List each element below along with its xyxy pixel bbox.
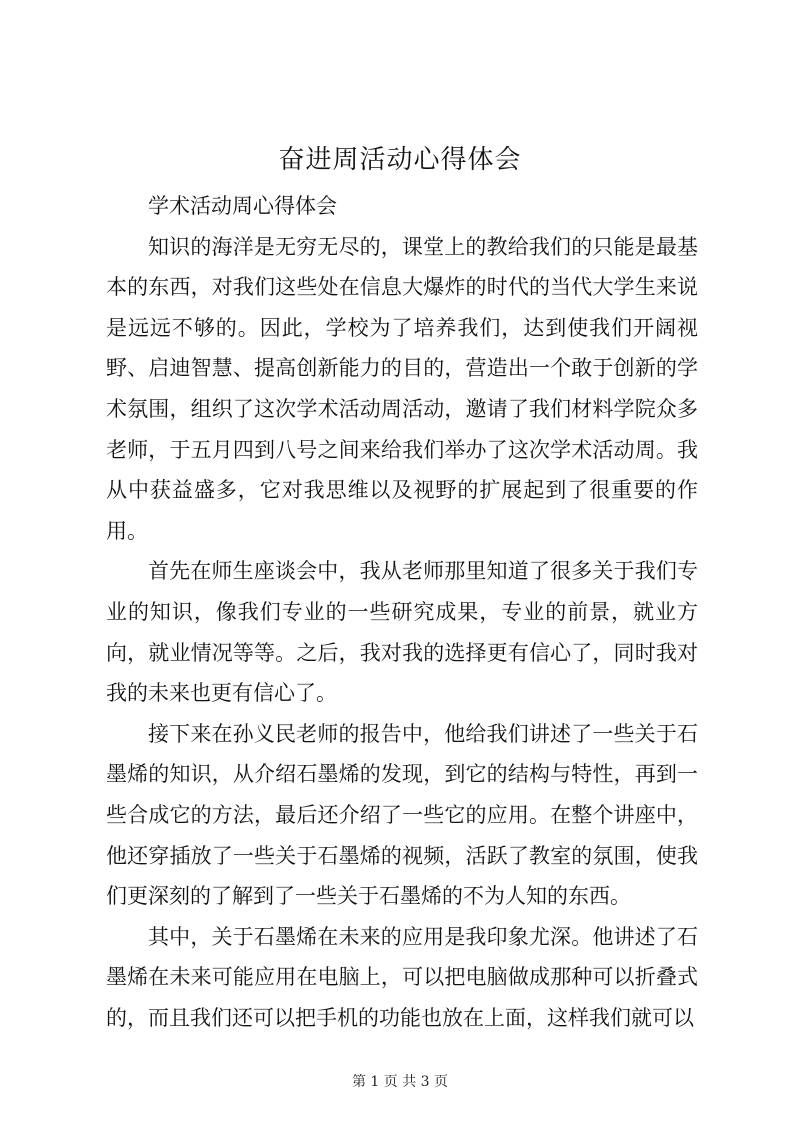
subtitle-paragraph: 学术活动周心得体会: [148, 194, 337, 218]
document-body: [106, 186, 698, 1038]
page-number-footer: 第 1 页 共 3 页: [351, 1074, 449, 1090]
body-paragraph: 其中，关于石墨烯在未来的应用是我印象尤深。他讲述了石墨烯在未来可能应用在电脑上，可以把电脑做成那种可以折叠式的，而且我们还可以把手机的功能也放在上面，这样我们就可以: [106, 924, 698, 1030]
body-paragraph: 首先在师生座谈会中，我从老师那里知道了很多关于我们专业的知识，像我们专业的一些研究成果，专业的前景，就业方向，就业情况等等。之后，我对我的选择更有信心了，同时我对我的未来也更有信心了。: [106, 559, 698, 706]
body-paragraph: 接下来在孙义民老师的报告中，他给我们讲述了一些关于石墨烯的知识，从介绍石墨烯的发现，到它的结构与特性，再到一些合成它的方法，最后还介绍了一些它的应用。在整个讲座中，他还穿插放了一些关于石墨烯的视频，活跃了教室的氛围，使我们更深刻的了解到了一些关于石墨烯的不为人知的东西。: [106, 721, 698, 909]
body-paragraph: 知识的海洋是无穷无尽的，课堂上的教给我们的只能是最基本的东西，对我们这些处在信息大爆炸的时代的当代大学生来说是远远不够的。因此，学校为了培养我们，达到使我们开阔视野、启迪智慧、提高创新能力的目的，营造出一个敢于创新的学术氛围，组织了这次学术活动周活动，邀请了我们材料学院众多老师，于五月四到八号之间来给我们举办了这次学术活动周。我从中获益盛多，它对我思维以及视野的扩展起到了很重要的作用。: [106, 234, 698, 543]
document-title: 奋进周活动心得体会: [278, 145, 522, 175]
